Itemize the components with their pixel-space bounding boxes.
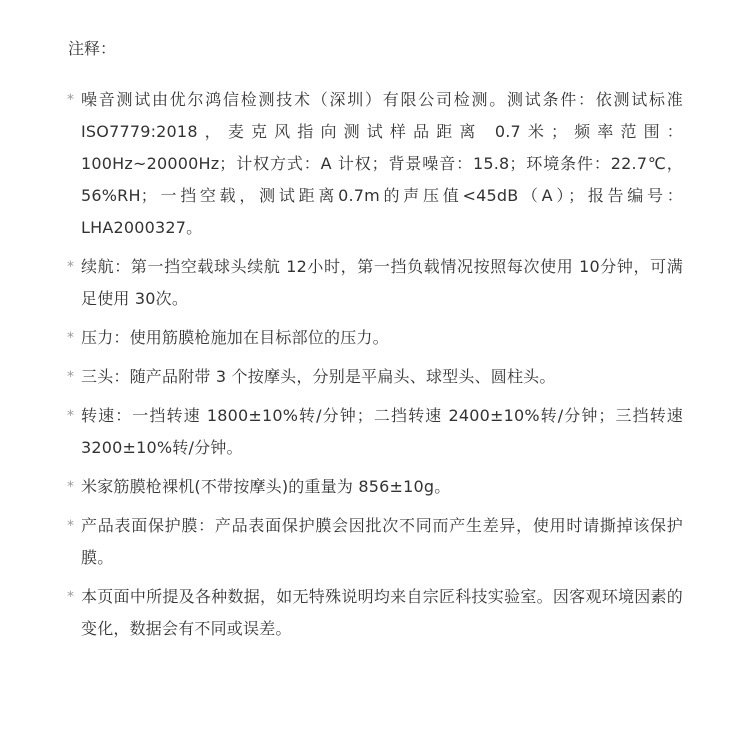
note-text-three-heads: 三头：随产品附带 3 个按摩头，分别是平扁头、球型头、圆柱头。 [81, 367, 556, 386]
note-text-noise-test: 噪音测试由优尔鸿信检测技术（深圳）有限公司检测。测试条件：依测试标准ISO7779:2018，麦克风指向测试样品距离 0.7米；频率范围：100Hz~20000Hz；计权方式：A 计权；背景噪音：15.8；环境条件：22.7℃，56%RH；一挡空载，测试距离0.7m的声压值<45dB（A）；报告编号：LHA2000327。 [81, 90, 683, 237]
note-text-battery-life: 续航：第一挡空载球头续航 12小时，第一挡负载情况按照每次使用 10分钟，可满足使用 30次。 [81, 257, 683, 308]
note-item [67, 581, 683, 645]
asterisk-icon: * [67, 369, 75, 385]
note-item [67, 400, 683, 464]
asterisk-icon: * [67, 518, 75, 534]
note-text-pressure: 压力：使用筋膜枪施加在目标部位的压力。 [81, 328, 389, 347]
note-item [67, 322, 683, 354]
asterisk-icon: * [67, 408, 75, 424]
notes-heading: 注释： [68, 39, 117, 58]
note-item [67, 84, 683, 244]
asterisk-icon: * [67, 589, 75, 605]
asterisk-icon: * [67, 479, 75, 495]
asterisk-icon: * [67, 92, 75, 108]
note-item [67, 471, 683, 503]
note-text-weight: 米家筋膜枪裸机(不带按摩头)的重量为 856±10g。 [81, 477, 451, 496]
asterisk-icon: * [67, 330, 75, 346]
note-text-protective-film: 产品表面保护膜：产品表面保护膜会因批次不同而产生差异，使用时请撕掉该保护膜。 [81, 516, 683, 567]
note-text-speed: 转速：一挡转速 1800±10%转/分钟；二挡转速 2400±10%转/分钟；三挡转速 3200±10%转/分钟。 [81, 406, 683, 457]
note-item [67, 251, 683, 315]
note-item [67, 510, 683, 574]
notes-list [67, 84, 683, 652]
note-text-data-source: 本页面中所提及各种数据，如无特殊说明均来自宗匠科技实验室。因客观环境因素的变化，数据会有不同或误差。 [81, 587, 683, 638]
note-item [67, 361, 683, 393]
asterisk-icon: * [67, 259, 75, 275]
